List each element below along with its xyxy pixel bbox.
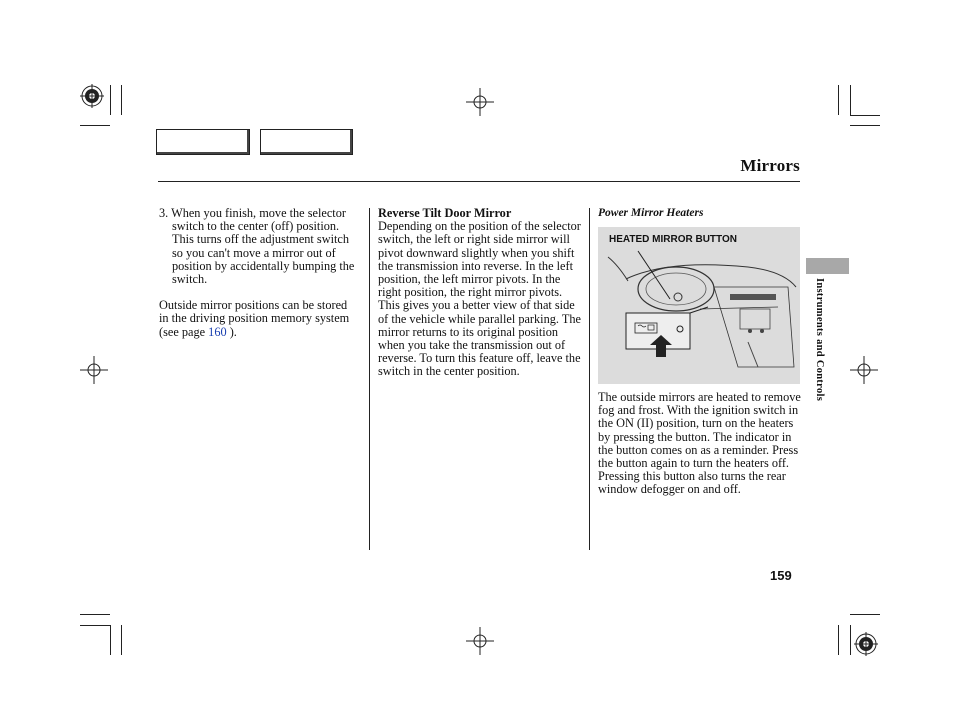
- memory-text: Outside mirror positions can be stored in the driving position memory system (see page: [159, 298, 350, 339]
- figure-heated-mirror-button: [598, 227, 800, 384]
- crosshair-icon: [80, 356, 108, 384]
- section-heading: Reverse Tilt Door Mirror: [378, 206, 512, 220]
- figure-label: HEATED MIRROR BUTTON: [609, 234, 737, 245]
- crosshair-icon: [850, 356, 878, 384]
- heater-body: The outside mirrors are heated to remove fog and frost. With the ignition switch in the ON (II) position, turn on the heaters by pressing the button. The indicator in the button comes on as a reminder. Press the button again to turn the heaters off. Pressing this button also turns the rear window defogger on and off.: [598, 390, 801, 497]
- step-text: When you finish, move the selector switch to the center (off) position. This turns off the adjustment switch so you can't move a mirror out of position by accidentally bumping the switch.: [171, 206, 355, 287]
- nav-button-main-menu[interactable]: [156, 129, 250, 155]
- page-title: Mirrors: [740, 156, 800, 175]
- memory-text-end: ).: [226, 324, 237, 339]
- nav-button-index[interactable]: [260, 129, 353, 155]
- left-column: [159, 207, 359, 339]
- section-tab-marker: [806, 258, 849, 274]
- registration-mark-icon: [80, 84, 104, 108]
- right-column-text: [598, 391, 802, 497]
- figure-caption: Power Mirror Heaters: [598, 207, 704, 219]
- page-number: 159: [770, 568, 792, 583]
- step-number: 3.: [159, 206, 169, 220]
- section-tab-label: Instruments and Controls: [814, 278, 825, 402]
- crosshair-icon: [466, 627, 494, 655]
- header-rule: [158, 181, 800, 182]
- column-divider: [369, 208, 370, 550]
- middle-column: [378, 207, 581, 379]
- crosshair-icon: [466, 88, 494, 116]
- dashboard-illustration: [598, 227, 800, 384]
- column-divider: [589, 208, 590, 550]
- page-link-160[interactable]: 160: [208, 324, 227, 339]
- step-3: [159, 207, 359, 286]
- registration-mark-icon: [854, 632, 878, 656]
- memory-paragraph: [159, 299, 359, 339]
- section-body: Depending on the position of the selector switch, the left or right side mirror will pivot downward slightly when you shift the transmission into reverse. In the left position, the left mirror pivots. In the right position, the right mirror pivots. This gives you a better view of that side of the vehicle while parallel parking. The mirror returns to its original position when you take the transmission out of reverse. To turn this feature off, leave the switch in the center position.: [378, 219, 581, 379]
